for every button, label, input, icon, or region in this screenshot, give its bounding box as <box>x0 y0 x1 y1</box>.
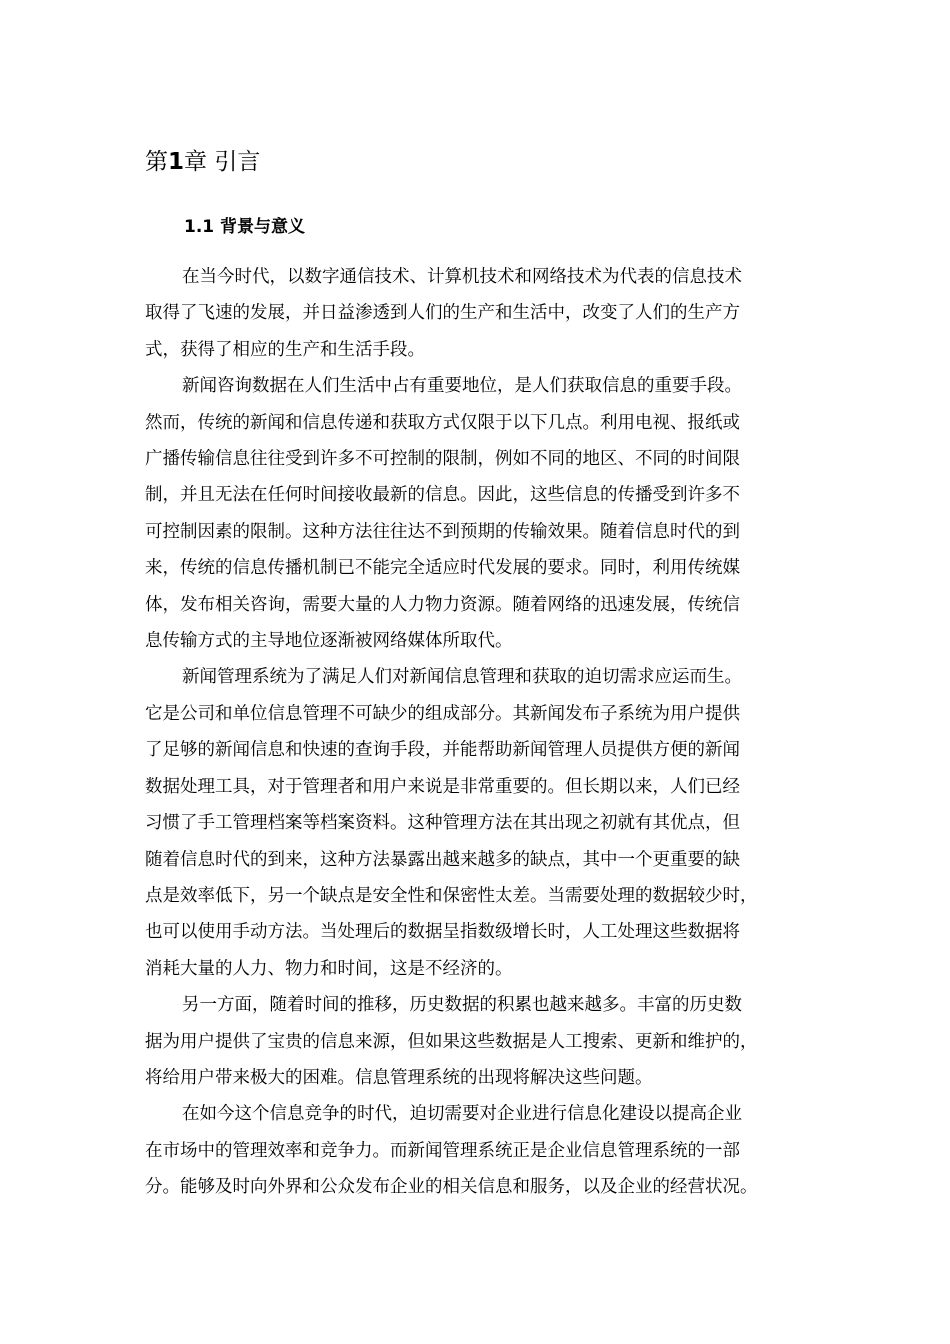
paragraph <box>145 991 825 1100</box>
paragraph-line: 数据处理工具，对于管理者和用户来说是非常重要的。但长期以来，人们已经 <box>145 776 740 797</box>
paragraph-line: 随着信息时代的到来，这种方法暴露出越来越多的缺点，其中一个更重要的缺 <box>145 849 740 870</box>
paragraph-line: 也可以使用手动方法。当处理后的数据呈指数级增长时，人工处理这些数据将 <box>145 922 740 943</box>
paragraph-line: 将给用户带来极大的困难。信息管理系统的出现将解决这些问题。 <box>145 1067 653 1088</box>
paragraph <box>145 263 825 372</box>
paragraph-line: 制，并且无法在任何时间接收最新的信息。因此，这些信息的传播受到许多不 <box>145 485 740 506</box>
paragraph-line: 广播传输信息往往受到许多不可控制的限制，例如不同的地区、不同的时间限 <box>145 449 740 470</box>
paragraph-line: 在当今时代，以数字通信技术、计算机技术和网络技术为代表的信息技术 <box>182 267 742 287</box>
paragraph-line: 习惯了手工管理档案等档案资料。这种管理方法在其出现之初就有其优点，但 <box>145 813 740 834</box>
body-text <box>145 263 825 1210</box>
paragraph-line: 分。能够及时向外界和公众发布企业的相关信息和服务，以及企业的经营状况。 <box>145 1177 758 1198</box>
paragraph-line: 新闻管理系统为了满足人们对新闻信息管理和获取的迫切需求应运而生。 <box>182 667 742 688</box>
paragraph-line: 来，传统的信息传播机制已不能完全适应时代发展的要求。同时，利用传统媒 <box>145 558 740 579</box>
paragraph-line: 另一方面，随着时间的推移，历史数据的积累也越来越多。丰富的历史数 <box>182 995 742 1016</box>
paragraph-line: 然而，传统的新闻和信息传递和获取方式仅限于以下几点。利用电视、报纸或 <box>145 412 740 433</box>
paragraph <box>145 372 825 663</box>
paragraph <box>145 1100 825 1209</box>
paragraph-line: 在如今这个信息竞争的时代，迫切需要对企业进行信息化建设以提高企业 <box>182 1104 742 1125</box>
paragraph-line: 取得了飞速的发展，并日益渗透到人们的生产和生活中，改变了人们的生产方 <box>145 303 740 324</box>
paragraph-line: 式，获得了相应的生产和生活手段。 <box>145 339 425 360</box>
chapter-title <box>145 147 260 177</box>
paragraph <box>145 663 825 991</box>
section-title: 1.1 背景与意义 <box>184 217 306 237</box>
paragraph-line: 消耗大量的人力、物力和时间，这是不经济的。 <box>145 958 513 979</box>
paragraph-line: 体，发布相关咨询，需要大量的人力物力资源。随着网络的迅速发展，传统信 <box>145 594 740 615</box>
paragraph-line: 点是效率低下，另一个缺点是安全性和保密性太差。当需要处理的数据较少时， <box>145 885 758 906</box>
paragraph-line: 新闻咨询数据在人们生活中占有重要地位，是人们获取信息的重要手段。 <box>182 376 742 397</box>
paragraph-line: 据为用户提供了宝贵的信息来源，但如果这些数据是人工搜索、更新和维护的， <box>145 1031 758 1052</box>
paragraph-line: 在市场中的管理效率和竞争力。而新闻管理系统正是企业信息管理系统的一部 <box>145 1140 740 1161</box>
paragraph-line: 了足够的新闻信息和快速的查询手段，并能帮助新闻管理人员提供方便的新闻 <box>145 740 740 761</box>
paragraph-line: 息传输方式的主导地位逐渐被网络媒体所取代。 <box>145 631 513 652</box>
chapter-prefix: 第 <box>145 149 168 175</box>
chapter-suffix: 章 引言 <box>184 149 261 175</box>
chapter-number: 1 <box>168 149 185 175</box>
paragraph-line: 可控制因素的限制。这种方法往往达不到预期的传输效果。随着信息时代的到 <box>145 521 740 542</box>
paragraph-line: 它是公司和单位信息管理不可缺少的组成部分。其新闻发布子系统为用户提供 <box>145 703 740 724</box>
